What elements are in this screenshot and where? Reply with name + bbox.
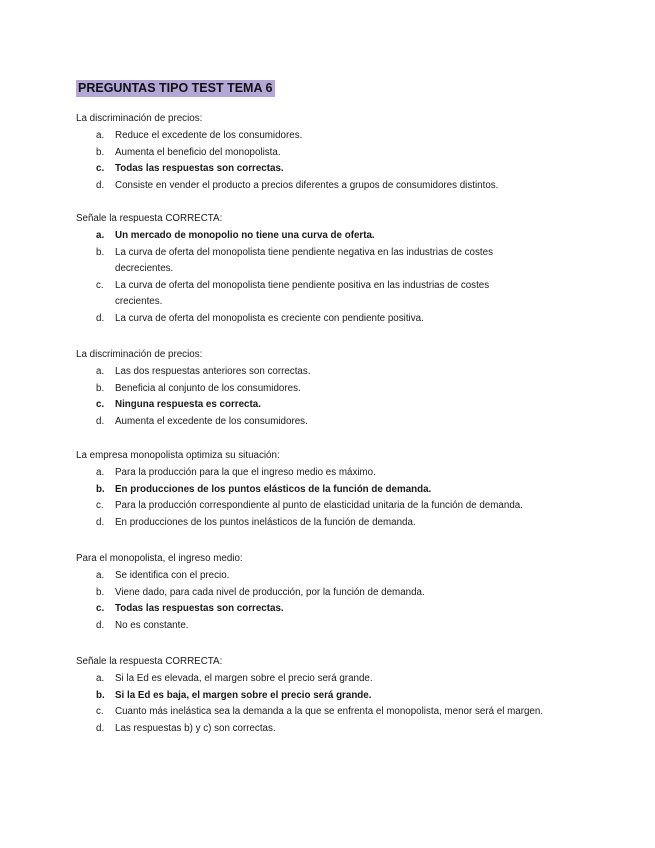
- option-letter: a.: [96, 570, 105, 581]
- question-block: [76, 211, 596, 328]
- option-text: Para la producción correspondiente al punto de elasticidad unitaria de la función de demanda.: [115, 500, 523, 512]
- option-letter: b.: [96, 689, 105, 701]
- option-letter: b.: [96, 483, 105, 495]
- option-text: Consiste en vender el producto a precios diferentes a grupos de consumidores distintos.: [115, 179, 499, 191]
- option-correct: [76, 228, 596, 245]
- option-correct: [76, 161, 596, 178]
- option-item: [76, 128, 596, 145]
- question-block: [76, 551, 596, 634]
- question-stem: Señale la respuesta CORRECTA:: [76, 656, 223, 667]
- option-text: Las respuestas b) y c) son correctas.: [115, 722, 276, 734]
- option-text: Todas las respuestas son correctas.: [115, 163, 284, 175]
- option-letter: c.: [96, 500, 104, 512]
- option-text: La curva de oferta del monopolista tiene pendiente positiva en las industrias de costes crecientes.: [115, 279, 490, 308]
- option-letter: d.: [96, 619, 105, 631]
- option-list: [76, 568, 596, 634]
- option-text: Aumenta el excedente de los consumidores.: [115, 415, 308, 427]
- option-letter: b.: [96, 382, 105, 394]
- option-item: [76, 278, 596, 311]
- option-text: Ninguna respuesta es correcta.: [115, 399, 261, 411]
- option-text: La curva de oferta del monopolista tiene pendiente negativa en las industrias de costes decrecientes.: [115, 246, 493, 275]
- option-list: [76, 465, 596, 531]
- option-item: [76, 721, 596, 738]
- option-text: Si la Ed es elevada, el margen sobre el precio será grande.: [115, 673, 373, 684]
- option-correct: [76, 397, 596, 414]
- option-letter: c.: [96, 163, 105, 175]
- option-correct: [76, 688, 596, 705]
- option-text: Viene dado, para cada nivel de producción, por la función de demanda.: [115, 586, 425, 598]
- document-title: PREGUNTAS TIPO TEST TEMA 6: [76, 80, 275, 97]
- option-item: [76, 515, 596, 532]
- option-text: En producciones de los puntos inelásticos de la función de demanda.: [115, 516, 416, 528]
- option-item: [76, 465, 596, 482]
- option-letter: c.: [96, 279, 104, 291]
- option-text: Todas las respuestas son correctas.: [115, 603, 284, 615]
- option-correct: [76, 482, 596, 499]
- option-item: [76, 704, 596, 721]
- option-item: [76, 311, 596, 328]
- option-item: [76, 245, 596, 278]
- question-block: [76, 111, 596, 194]
- option-letter: a.: [96, 230, 105, 241]
- question-block: [76, 448, 596, 531]
- option-text: Reduce el excedente de los consumidores.: [115, 130, 303, 141]
- option-letter: c.: [96, 399, 105, 411]
- option-letter: b.: [96, 586, 105, 598]
- option-letter: d.: [96, 415, 105, 427]
- option-text: Para la producción para la que el ingreso medio es máximo.: [115, 467, 376, 478]
- option-text: Se identifica con el precio.: [115, 570, 230, 581]
- option-item: [76, 585, 596, 602]
- option-item: [76, 381, 596, 398]
- option-letter: a.: [96, 467, 105, 478]
- option-correct: [76, 601, 596, 618]
- option-letter: d.: [96, 516, 105, 528]
- option-text: En producciones de los puntos elásticos de la función de demanda.: [115, 483, 432, 495]
- question-stem: Para el monopolista, el ingreso medio:: [76, 553, 243, 564]
- option-item: [76, 414, 596, 431]
- question-stem: Señale la respuesta CORRECTA:: [76, 213, 223, 224]
- option-letter: a.: [96, 130, 105, 141]
- option-letter: a.: [96, 673, 105, 684]
- option-letter: d.: [96, 179, 105, 191]
- option-list: [76, 364, 596, 430]
- option-letter: c.: [96, 603, 105, 615]
- option-list: [76, 228, 596, 328]
- option-item: [76, 364, 596, 381]
- option-text: Aumenta el beneficio del monopolista.: [115, 146, 281, 158]
- question-block: [76, 347, 596, 430]
- question-stem: La empresa monopolista optimiza su situación:: [76, 450, 280, 461]
- question-block: [76, 654, 596, 737]
- option-text: Beneficia al conjunto de los consumidores.: [115, 382, 301, 394]
- option-letter: d.: [96, 312, 105, 324]
- option-text: Cuanto más inelástica sea la demanda a la que se enfrenta el monopolista, menor será el margen.: [115, 706, 544, 718]
- option-letter: b.: [96, 146, 105, 158]
- option-list: [76, 128, 596, 194]
- option-item: [76, 145, 596, 162]
- option-list: [76, 671, 596, 737]
- option-item: [76, 671, 596, 688]
- question-stem: La discriminación de precios:: [76, 349, 203, 360]
- option-text: Las dos respuestas anteriores son correctas.: [115, 366, 311, 377]
- option-letter: a.: [96, 366, 105, 377]
- option-letter: b.: [96, 246, 105, 258]
- option-letter: c.: [96, 706, 104, 718]
- option-item: [76, 618, 596, 635]
- option-letter: d.: [96, 722, 105, 734]
- option-text: Si la Ed es baja, el margen sobre el precio será grande.: [115, 689, 372, 701]
- question-stem: La discriminación de precios:: [76, 113, 203, 124]
- option-text: Un mercado de monopolio no tiene una curva de oferta.: [115, 230, 375, 241]
- option-item: [76, 498, 596, 515]
- option-item: [76, 568, 596, 585]
- option-item: [76, 178, 596, 195]
- option-text: No es constante.: [115, 619, 189, 631]
- option-text: La curva de oferta del monopolista es creciente con pendiente positiva.: [115, 312, 424, 324]
